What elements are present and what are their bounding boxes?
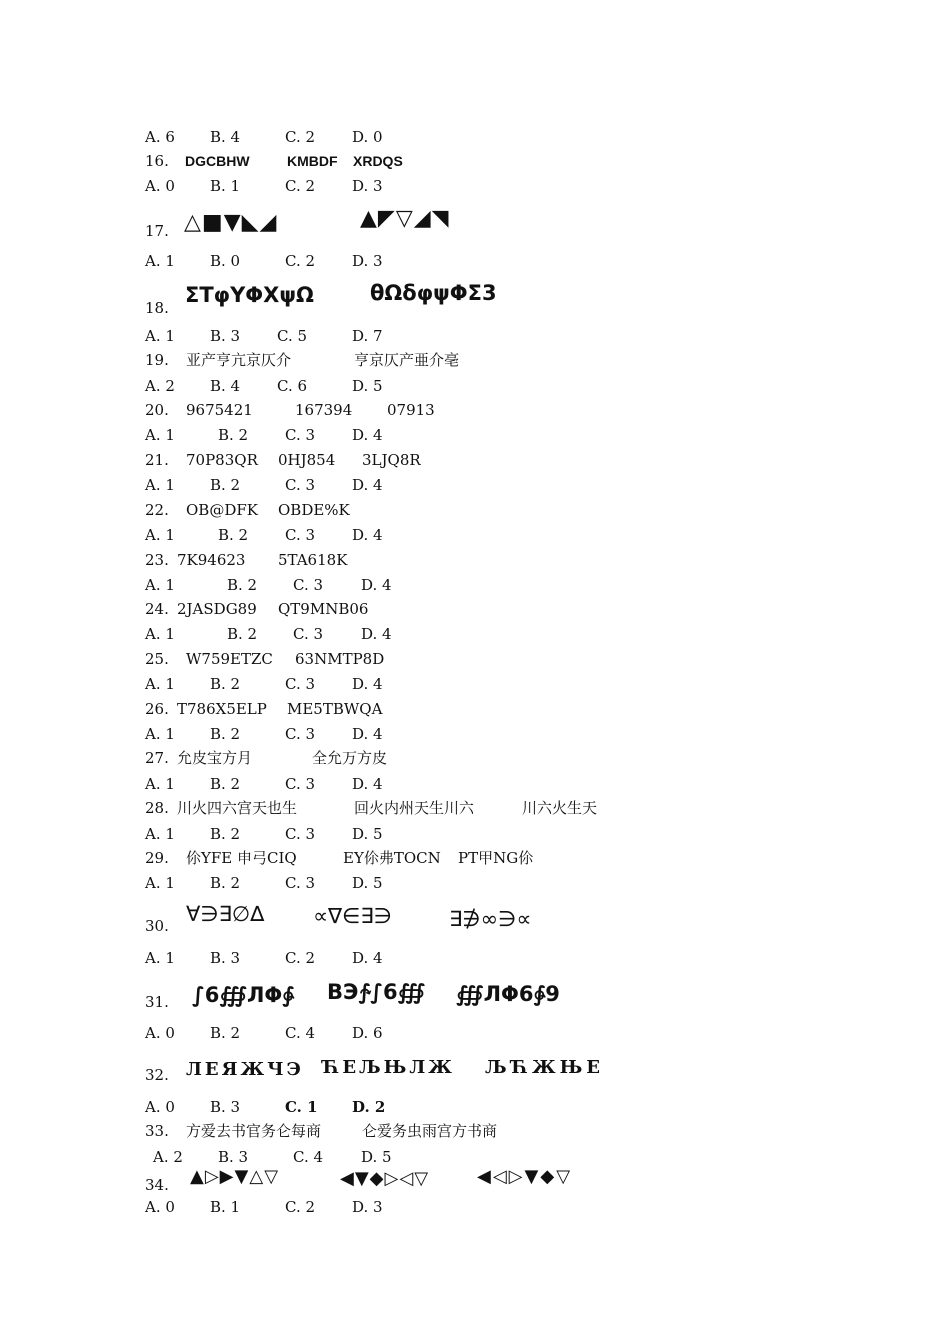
string-2: 回火内州天生川六 [354, 799, 475, 817]
option-c: C. 4 [293, 1148, 324, 1166]
string-2: 0HJ854 [278, 451, 336, 469]
symbol-sequence-2: BЭ∱∫6∰ [327, 980, 426, 1004]
string-1: T786X5ELP [177, 700, 267, 718]
question-number: 26. [145, 700, 169, 718]
option-d: D. 2 [352, 1098, 386, 1116]
option-b: B. 3 [210, 1098, 241, 1116]
option-d: D. 4 [352, 476, 383, 494]
option-c: C. 3 [285, 825, 316, 843]
option-d: D. 4 [352, 775, 383, 793]
option-d: D. 4 [361, 576, 392, 594]
option-b: B. 2 [210, 825, 241, 843]
string-1: 川火四六宫天也生 [177, 799, 298, 817]
option-b: B. 2 [227, 625, 258, 643]
option-b: B. 2 [210, 725, 241, 743]
shape-sequence-1: △■▼◣◢ [184, 210, 278, 235]
option-b: B. 0 [210, 252, 241, 270]
string-1: DGCBHW [185, 153, 250, 169]
shape-sequence-1: ▲▷▶▼△▽ [190, 1166, 280, 1187]
question-number: 19. [145, 351, 169, 369]
option-c: C. 2 [285, 1198, 316, 1216]
math-symbol-sequence-2: ∝∇∈∃∋ [313, 904, 392, 928]
option-c: C. 2 [285, 128, 316, 146]
string-3: PT甲NG伱 [458, 849, 534, 867]
cyrillic-sequence-2: ЋЕЉЊЛЖ [322, 1057, 455, 1078]
string-2: KMBDF [287, 153, 338, 169]
option-c: C. 1 [285, 1098, 318, 1116]
option-a: A. 2 [145, 377, 175, 395]
option-b: B. 2 [210, 476, 241, 494]
option-a: A. 1 [145, 775, 175, 793]
option-c: C. 3 [285, 775, 316, 793]
option-b: B. 2 [210, 1024, 241, 1042]
option-b: B. 1 [210, 177, 241, 195]
shape-sequence-2: ▲◤▽◢◥ [360, 206, 450, 231]
option-d: D. 3 [352, 252, 383, 270]
question-number: 16. [145, 152, 169, 170]
string-2: 全允万方皮 [312, 749, 388, 767]
option-d: D. 5 [352, 825, 383, 843]
string-2: OBDE%K [278, 501, 350, 519]
question-number: 28. [145, 799, 169, 817]
option-c: C. 3 [285, 675, 316, 693]
option-c: C. 3 [293, 576, 324, 594]
question-number: 22. [145, 501, 169, 519]
option-a: A. 0 [145, 177, 175, 195]
option-c: C. 3 [285, 526, 316, 544]
option-a: A. 1 [145, 426, 175, 444]
option-d: D. 3 [352, 1198, 383, 1216]
greek-sequence-1: ΣΤφΥΦΧψΩ [185, 283, 314, 307]
option-b: B. 3 [210, 949, 241, 967]
string-1: 伱YFE 申弓CIQ [186, 849, 297, 867]
option-c: C. 2 [285, 177, 316, 195]
option-d: D. 5 [352, 377, 383, 395]
option-c: C. 3 [285, 725, 316, 743]
option-c: C. 3 [293, 625, 324, 643]
option-b: B. 2 [218, 526, 249, 544]
question-number: 34. [145, 1176, 169, 1194]
shape-sequence-3: ◀◁▷▼◆▽ [477, 1166, 573, 1187]
string-1: 7K94623 [177, 551, 246, 569]
string-2: 5TA618K [278, 551, 348, 569]
option-c: C. 3 [285, 426, 316, 444]
question-number: 30. [145, 917, 169, 935]
cyrillic-sequence-3: ЉЋЖЊЕ [485, 1057, 605, 1078]
option-d: D. 5 [361, 1148, 392, 1166]
option-a: A. 1 [145, 725, 175, 743]
option-a: A. 1 [145, 675, 175, 693]
string-1: 允皮宝方月 [177, 749, 253, 767]
question-number: 21. [145, 451, 169, 469]
question-number: 31. [145, 993, 169, 1011]
option-c: C. 6 [277, 377, 308, 395]
option-a: A. 1 [145, 874, 175, 892]
option-a: A. 1 [145, 526, 175, 544]
string-3: 07913 [387, 401, 435, 419]
option-c: C. 3 [285, 476, 316, 494]
option-d: D. 4 [352, 725, 383, 743]
question-number: 27. [145, 749, 169, 767]
option-c: C. 5 [277, 327, 308, 345]
question-number: 24. [145, 600, 169, 618]
question-number: 32. [145, 1066, 169, 1084]
option-c: C. 3 [285, 874, 316, 892]
string-3: 3LJQ8R [362, 451, 421, 469]
question-number: 18. [145, 299, 169, 317]
string-1: 70P83QR [186, 451, 258, 469]
option-d: D. 5 [352, 874, 383, 892]
option-a: A. 0 [145, 1198, 175, 1216]
question-number: 29. [145, 849, 169, 867]
option-a: A. 1 [145, 825, 175, 843]
option-c: C. 4 [285, 1024, 316, 1042]
question-number: 17. [145, 222, 169, 240]
symbol-sequence-3: ∰ЛΦ6∳9 [456, 982, 560, 1006]
string-3: XRDQS [353, 153, 403, 169]
option-d: D. 7 [352, 327, 383, 345]
string-1: 9675421 [186, 401, 253, 419]
option-a: A. 6 [145, 128, 175, 146]
string-1: OB@DFK [186, 501, 258, 519]
string-1: 2JASDG89 [177, 600, 257, 618]
option-d: D. 6 [352, 1024, 383, 1042]
string-2: 63NMTP8D [295, 650, 385, 668]
greek-sequence-2: θΩδφψΦΣ3 [370, 281, 497, 305]
question-number: 25. [145, 650, 169, 668]
option-a: A. 2 [153, 1148, 183, 1166]
option-b: B. 3 [218, 1148, 249, 1166]
string-2: 亨京仄产亜介亳 [354, 351, 460, 369]
option-a: A. 0 [145, 1024, 175, 1042]
string-1: 方爱去书官务仑每商 [186, 1122, 322, 1140]
option-b: B. 2 [210, 874, 241, 892]
string-3: 川六火生天 [522, 799, 598, 817]
string-2: ME5TBWQA [287, 700, 383, 718]
option-b: B. 1 [210, 1198, 241, 1216]
question-number: 23. [145, 551, 169, 569]
option-d: D. 4 [352, 426, 383, 444]
option-d: D. 4 [352, 526, 383, 544]
option-d: D. 4 [352, 675, 383, 693]
question-number: 20. [145, 401, 169, 419]
option-b: B. 2 [210, 675, 241, 693]
option-b: B. 4 [210, 377, 241, 395]
string-1: W759ETZC [186, 650, 273, 668]
option-d: D. 4 [361, 625, 392, 643]
option-a: A. 1 [145, 949, 175, 967]
option-a: A. 1 [145, 476, 175, 494]
option-a: A. 0 [145, 1098, 175, 1116]
string-2: EY伱弗TOCN [343, 849, 441, 867]
option-d: D. 0 [352, 128, 383, 146]
option-c: C. 2 [285, 252, 316, 270]
string-2: 167394 [295, 401, 353, 419]
option-a: A. 1 [145, 625, 175, 643]
option-b: B. 2 [227, 576, 258, 594]
option-b: B. 3 [210, 327, 241, 345]
option-b: B. 2 [210, 775, 241, 793]
option-a: A. 1 [145, 252, 175, 270]
shape-sequence-2: ◀▼◆▷◁▽ [340, 1168, 430, 1189]
math-symbol-sequence-3: ∃∌∞∋∝ [449, 907, 532, 931]
option-a: A. 1 [145, 327, 175, 345]
option-a: A. 1 [145, 576, 175, 594]
symbol-sequence-1: ∫6∰ЛΦ∳ [192, 983, 295, 1007]
option-b: B. 2 [218, 426, 249, 444]
math-symbol-sequence-1: ∀∋∃∅∆ [186, 902, 265, 926]
option-b: B. 4 [210, 128, 241, 146]
string-1: 亚产亨亢京仄介 [186, 351, 292, 369]
question-number: 33. [145, 1122, 169, 1140]
string-2: 仑爱务虫雨宫方书商 [362, 1122, 498, 1140]
option-d: D. 4 [352, 949, 383, 967]
option-c: C. 2 [285, 949, 316, 967]
string-2: QT9MNB06 [278, 600, 369, 618]
cyrillic-sequence-1: ЛЕЯЖЧЭ [186, 1059, 304, 1080]
option-d: D. 3 [352, 177, 383, 195]
